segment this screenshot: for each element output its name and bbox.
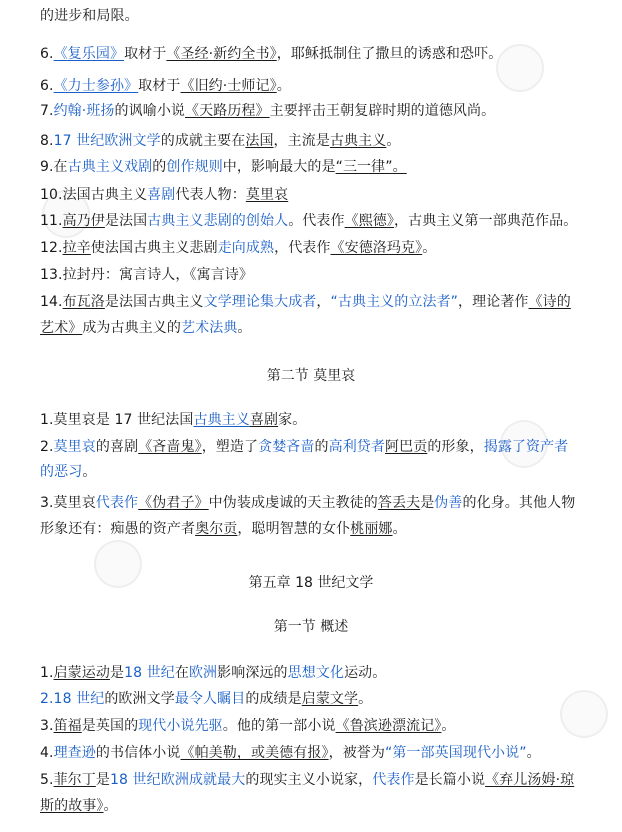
author: 笛福: [53, 718, 82, 734]
text: 取材于: [124, 46, 167, 62]
text-line: [40, 410, 608, 430]
item-number: 6.: [40, 46, 54, 62]
source-title: 《圣经·新约全书》: [166, 46, 277, 62]
text-line: [40, 76, 608, 96]
text-line: [40, 318, 608, 338]
work-title: 艺术》: [40, 320, 83, 336]
text: 。: [103, 798, 118, 814]
text-line: [40, 238, 608, 258]
highlight: 古典主义悲剧的创始人: [147, 213, 289, 229]
section-heading: [0, 366, 622, 386]
text: 家。: [278, 412, 307, 428]
text: 3.莫里哀: [40, 495, 96, 511]
character: 奥尔贡: [195, 521, 238, 537]
text: ，主流是: [273, 133, 330, 149]
character: 阿巴贡: [385, 439, 428, 455]
text-line: [40, 689, 608, 709]
work-title: 《天路历程》: [185, 103, 270, 119]
character: 答丢夫: [377, 495, 421, 511]
item-number: 11.: [40, 213, 63, 229]
text: 。: [422, 240, 437, 256]
author: 拉封丹: [62, 267, 105, 283]
highlight: 思想文化: [287, 665, 345, 681]
text: 的进步和局限。: [40, 8, 139, 24]
text: 是法国: [104, 213, 148, 229]
text: 的形象，: [427, 439, 484, 455]
text: 的化身。其他人物: [462, 495, 576, 511]
text: ，被誉为: [328, 745, 385, 761]
text: 中，影响最大的是: [222, 159, 336, 175]
text-line: [40, 462, 608, 482]
highlight: 18 世纪欧洲成就最大: [109, 772, 246, 788]
text: 的欧洲文学: [104, 691, 175, 707]
text-line: [40, 716, 608, 736]
author: 布瓦洛: [62, 294, 105, 310]
highlight: 古典主义戏剧: [67, 159, 153, 175]
text-line: [40, 131, 608, 151]
text: 在: [174, 665, 189, 681]
text: 是: [420, 495, 435, 511]
highlight: 高利贷者: [328, 439, 386, 455]
work-title: 《熙德》: [344, 213, 395, 229]
author: 拉辛: [62, 240, 91, 256]
author: 高乃伊: [62, 213, 105, 229]
text: 。: [386, 133, 401, 149]
chapter-heading: [0, 573, 622, 593]
item-number: 14.: [40, 294, 63, 310]
highlight: 代表作: [95, 495, 139, 511]
text: ，聪明智慧的女仆: [237, 521, 351, 537]
text-line: [40, 770, 608, 790]
heading-text: 第五章 18 世纪文学: [248, 575, 374, 591]
highlight: 的恶习: [40, 464, 83, 480]
text: 。他的第一部小说: [222, 718, 336, 734]
text: 的: [152, 159, 167, 175]
author: 菲尔丁: [53, 772, 96, 788]
text: 的书信体小说: [95, 745, 181, 761]
section-heading: [0, 617, 622, 637]
text: 使法国古典主义悲剧: [90, 240, 218, 256]
text: 的喜剧: [95, 439, 139, 455]
work-title: 《伪君子》: [138, 495, 209, 511]
author: 约翰·班扬: [53, 103, 115, 119]
author: 理查逊: [53, 745, 96, 761]
text: 。: [526, 745, 541, 761]
text-line: [40, 743, 608, 763]
highlight: “第一部英国现代小说”: [385, 745, 527, 761]
text: 。: [276, 78, 291, 94]
text-line: [40, 6, 608, 26]
highlight: 2.18 世纪: [40, 691, 105, 707]
highlight: 欧洲: [188, 665, 218, 681]
text-line: [40, 157, 608, 177]
text-line: [40, 185, 608, 205]
heading-text: 第二节 莫里哀: [266, 368, 356, 384]
item-number: 3.: [40, 718, 54, 734]
text: ，代表作: [274, 240, 331, 256]
highlight: 17 世纪欧洲文学: [53, 133, 161, 149]
text: 形象还有：痴愚的资产者: [40, 521, 196, 537]
source-title: 《旧约·士师记》: [180, 78, 277, 94]
text: 的讽喻小说: [114, 103, 186, 119]
text: 是法国古典主义: [104, 294, 204, 310]
text: 是英国的: [81, 718, 139, 734]
text: 成为古典主义的: [82, 320, 182, 336]
item-number: 5.: [40, 772, 54, 788]
text-line: [40, 211, 608, 231]
text: 10.法国古典主义: [40, 187, 148, 203]
item-number: 4.: [40, 745, 54, 761]
item-number: 2.: [40, 439, 54, 455]
text: 1.莫里哀是 17 世纪法国: [40, 412, 194, 428]
highlight: 贪婪吝啬: [258, 439, 315, 455]
text: 。: [237, 320, 252, 336]
highlight: 启蒙运动: [53, 665, 110, 681]
item-number: 7.: [40, 103, 54, 119]
text: 。: [358, 691, 373, 707]
text: ，理论著作: [458, 294, 529, 310]
work-title: 《复乐园》: [53, 46, 125, 62]
text: ：寓言诗人，: [104, 267, 190, 283]
text: 主要抨击王朝复辟时期的道德风尚。: [269, 103, 496, 119]
text-line: [40, 437, 608, 457]
text: 。代表作: [288, 213, 345, 229]
highlight: “古典主义的立法者”: [330, 294, 459, 310]
highlight: 艺术法典: [181, 320, 238, 336]
text: ，古典主义第一部典范作品。: [394, 213, 578, 229]
text: 代表人物：: [175, 187, 246, 203]
text-line: [40, 493, 608, 513]
item-number: 1.: [40, 665, 54, 681]
text-line: [40, 519, 608, 539]
highlight: 喜剧: [249, 412, 279, 428]
text: 运动。: [344, 665, 387, 681]
highlight: 莫里哀: [245, 187, 289, 203]
text: 的: [314, 439, 329, 455]
text: 。: [441, 718, 456, 734]
highlight: 代表作: [372, 772, 415, 788]
highlight: 现代小说先驱: [138, 718, 223, 734]
item-number: 12.: [40, 240, 63, 256]
highlight: 伪善: [434, 495, 463, 511]
text: 中伪装成虔诚的天主教徒的: [208, 495, 378, 511]
text: ，耶稣抵制住了撒旦的诱惑和恐吓。: [276, 46, 503, 62]
heading-text: 第一节 概述: [273, 619, 349, 635]
work-title: 斯的故事》: [40, 798, 104, 814]
work-title: 《帕美勒，或美德有报》: [180, 745, 329, 761]
text: 取材于: [138, 78, 181, 94]
text: 的成就主要在: [160, 133, 246, 149]
text: ，塑造了: [201, 439, 259, 455]
highlight: 启蒙文学: [301, 691, 359, 707]
work-title: 《诗的: [528, 294, 571, 310]
text: ，: [316, 294, 331, 310]
highlight: 揭露了资产者: [483, 439, 569, 455]
highlight: 最令人瞩目: [174, 691, 246, 707]
highlight: 古典主义: [329, 133, 387, 149]
item-number: 9.在: [40, 159, 68, 175]
work-title: 《力士参孙》: [53, 78, 139, 94]
text: 影响深远的: [217, 665, 288, 681]
text: 是: [95, 772, 110, 788]
highlight: “三一律”。: [335, 159, 407, 175]
work-title: 《弃儿汤姆·琼: [485, 772, 575, 788]
item-number: 6.: [40, 78, 54, 94]
highlight: 文学理论集大成者: [203, 294, 317, 310]
highlight: 创作规则: [166, 159, 223, 175]
text: 是长篇小说: [414, 772, 486, 788]
highlight: 18 世纪: [124, 665, 175, 681]
highlight: 喜剧: [147, 187, 176, 203]
text-line: [40, 292, 608, 312]
text-line: [40, 101, 608, 121]
highlight: 古典主义: [193, 412, 250, 428]
highlight: 法国: [245, 133, 274, 149]
highlight: 走向成熟: [217, 240, 275, 256]
item-number: 13.: [40, 267, 63, 283]
work-title: 《安德洛玛克》: [330, 240, 423, 256]
text: 的成绩是: [245, 691, 302, 707]
text: 。: [392, 521, 407, 537]
text: 。: [82, 464, 97, 480]
character: 桃丽娜: [350, 521, 393, 537]
item-number: 8.: [40, 133, 54, 149]
text-line: [40, 265, 608, 285]
text: 的现实主义小说家，: [245, 772, 373, 788]
text-line: [40, 796, 608, 816]
text-line: [40, 663, 608, 683]
text-line: [40, 44, 608, 64]
work-title: 《寓言诗》: [189, 267, 253, 283]
author: 莫里哀: [53, 439, 96, 455]
work-title: 《吝啬鬼》: [138, 439, 202, 455]
work-title: 《鲁滨逊漂流记》: [335, 718, 442, 734]
text: 是: [109, 665, 125, 681]
